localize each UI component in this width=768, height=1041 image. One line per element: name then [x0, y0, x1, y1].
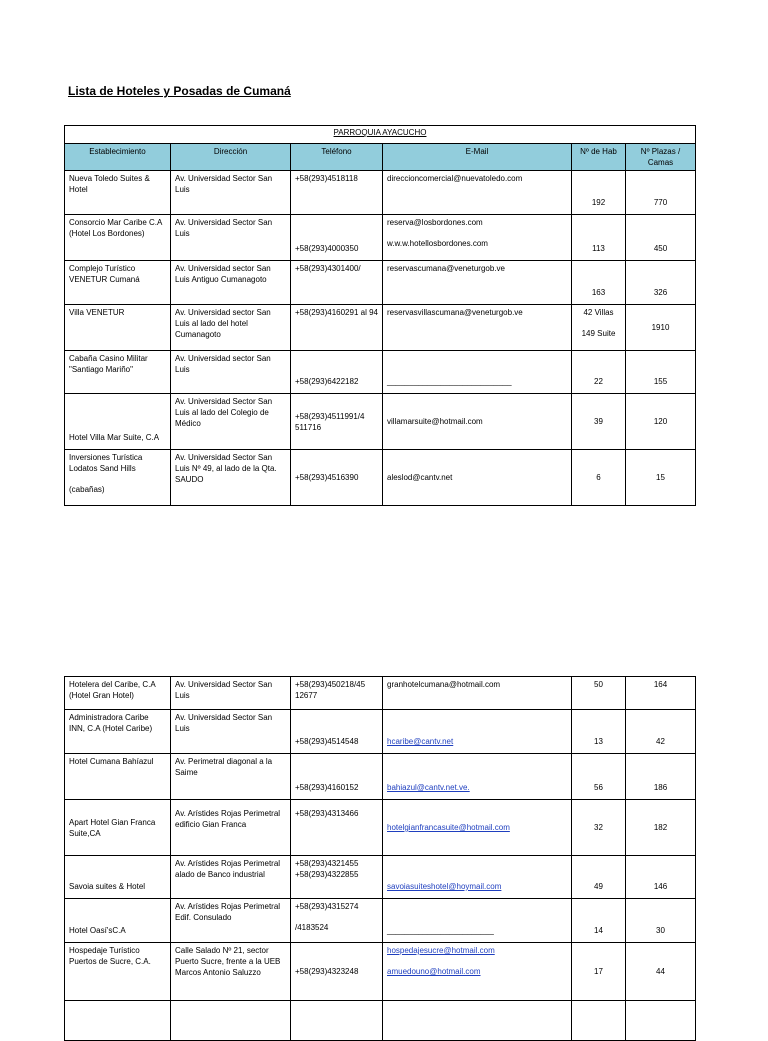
cell-direccion: Av. Universidad Sector San Luis [171, 710, 291, 754]
phone-text: /4183524 [295, 923, 329, 932]
cell-direccion: Av. Universidad Sector San Luis [171, 677, 291, 710]
cell-plazas: 164 [626, 677, 696, 710]
cell-direccion: Calle Salado Nº 21, sector Puerto Sucre, frente a la UEB Marcos Antonio Saluzzo [171, 943, 291, 1001]
phone-text: +58(293)4321455 [295, 859, 359, 868]
cell-plazas: 42 [626, 710, 696, 754]
cell-email: granhotelcumana@hotmail.com [383, 677, 572, 710]
website-text: w.w.w.hotellosbordones.com [387, 239, 488, 248]
cell-telefono: +58(293)4301400/ [291, 261, 383, 305]
cell-direccion: Av. Universidad Sector San Luis [171, 215, 291, 261]
parish-row [65, 126, 696, 144]
cell-plazas: 15 [626, 450, 696, 506]
phone-text: +58(293)4322855 [295, 870, 359, 879]
cell-direccion: Av. Universidad sector San Luis al lado del hotel Cumanagoto [171, 305, 291, 351]
cell-email: ________________________ [383, 899, 572, 943]
cell-habitaciones: 32 [572, 800, 626, 856]
cell-establecimiento: Nueva Toledo Suites & Hotel [65, 171, 171, 215]
email-link[interactable]: hcaribe@cantv.net [387, 737, 454, 746]
header-habitaciones: Nº de Hab [572, 144, 626, 171]
email-link[interactable]: hospedajesucre@hotmail.com [387, 946, 495, 955]
cell-establecimiento: Administradora Caribe INN, C.A (Hotel Caribe) [65, 710, 171, 754]
cell-habitaciones [572, 305, 626, 351]
table-row [65, 800, 696, 856]
cell-habitaciones: 13 [572, 710, 626, 754]
establishment-type: (cabañas) [69, 485, 105, 494]
cell-establecimiento: Consorcio Mar Caribe C.A (Hotel Los Bordones) [65, 215, 171, 261]
cell-plazas: 120 [626, 394, 696, 450]
villas-count: 42 Villas [583, 308, 614, 317]
cell-habitaciones: 192 [572, 171, 626, 215]
cell-establecimiento: Apart Hotel Gian Franca Suite,CA [65, 800, 171, 856]
cell-email [383, 856, 572, 899]
table-row [65, 754, 696, 800]
email-link[interactable]: amuedouno@hotmail.com [387, 967, 481, 976]
cell-plazas: 326 [626, 261, 696, 305]
table-row [65, 856, 696, 899]
cell-direccion: Av. Arístides Rojas Perimetral alado de Banco industrial [171, 856, 291, 899]
cell-plazas: 1910 [626, 305, 696, 351]
table-row [65, 710, 696, 754]
cell-email: villamarsuite@hotmail.com [383, 394, 572, 450]
cell-establecimiento: Hotel Cumana Bahíazul [65, 754, 171, 800]
email-link[interactable]: bahiazul@cantv.net.ve. [387, 783, 470, 792]
header-establecimiento: Establecimiento [65, 144, 171, 171]
table-row [65, 677, 696, 710]
cell-habitaciones: 39 [572, 394, 626, 450]
hotels-table-continued [64, 676, 696, 1041]
cell-direccion: Av. Arístides Rojas Perimetral edificio Gian Franca [171, 800, 291, 856]
cell-telefono: +58(293)6422182 [291, 351, 383, 394]
cell-establecimiento: Complejo Turístico VENETUR Cumaná [65, 261, 171, 305]
cell-plazas: 182 [626, 800, 696, 856]
cell-habitaciones: 50 [572, 677, 626, 710]
cell-habitaciones: 17 [572, 943, 626, 1001]
cell-plazas: 770 [626, 171, 696, 215]
table-row [65, 899, 696, 943]
cell-plazas: 44 [626, 943, 696, 1001]
cell-telefono: +58(293)450218/45 12677 [291, 677, 383, 710]
cell-telefono: +58(293)4514548 [291, 710, 383, 754]
table-row [65, 394, 696, 450]
cell-email: ____________________________ [383, 351, 572, 394]
cell-telefono: +58(293)4160152 [291, 754, 383, 800]
email-text: reserva@losbordones.com [387, 218, 483, 227]
email-link[interactable]: savoiasuiteshotel@hoymail.com [387, 882, 502, 891]
cell-habitaciones: 113 [572, 215, 626, 261]
cell-telefono [291, 856, 383, 899]
cell-establecimiento: Cabaña Casino Militar "Santiago Mariño" [65, 351, 171, 394]
cell-establecimiento: Villa VENETUR [65, 305, 171, 351]
cell-email: aleslod@cantv.net [383, 450, 572, 506]
table-row [65, 943, 696, 1001]
table-row [65, 215, 696, 261]
cell-direccion: Av. Universidad Sector San Luis [171, 171, 291, 215]
cell-direccion: Av. Universidad Sector San Luis al lado del Colegio de Médico [171, 394, 291, 450]
header-plazas: Nº Plazas / Camas [626, 144, 696, 171]
cell-telefono: +58(293)4000350 [291, 215, 383, 261]
cell-email [383, 215, 572, 261]
cell-habitaciones: 6 [572, 450, 626, 506]
cell-email [383, 754, 572, 800]
phone-text: +58(293)4315274 [295, 902, 359, 911]
table-row [65, 261, 696, 305]
parish-title: PARROQUIA AYACUCHO [65, 126, 696, 144]
hotels-table-ayacucho [64, 125, 696, 506]
cell-direccion: Av. Arístides Rojas Perimetral Edif. Consulado [171, 899, 291, 943]
cell-plazas: 30 [626, 899, 696, 943]
cell-telefono: +58(293)4516390 [291, 450, 383, 506]
table-row [65, 351, 696, 394]
header-direccion: Dirección [171, 144, 291, 171]
cell-establecimiento [65, 450, 171, 506]
cell-email [383, 710, 572, 754]
cell-habitaciones: 22 [572, 351, 626, 394]
table-row [65, 450, 696, 506]
cell-direccion: Av. Universidad Sector San Luis Nº 49, al lado de la Qta. SAUDO [171, 450, 291, 506]
cell-telefono: +58(293)4160291 al 94 [291, 305, 383, 351]
cell-habitaciones: 56 [572, 754, 626, 800]
table-header-row [65, 144, 696, 171]
cell-direccion: Av. Perimetral diagonal a la Saime [171, 754, 291, 800]
cell-telefono: +58(293)4511991/4 511716 [291, 394, 383, 450]
cell-plazas: 186 [626, 754, 696, 800]
cell-email [383, 943, 572, 1001]
cell-email: reservasvillascumana@veneturgob.ve [383, 305, 572, 351]
cell-establecimiento: Hotel Oasí'sC.A [65, 899, 171, 943]
cell-habitaciones: 163 [572, 261, 626, 305]
header-telefono: Teléfono [291, 144, 383, 171]
cell-telefono: +58(293)4518118 [291, 171, 383, 215]
cell-establecimiento: Hospedaje Turístico Puertos de Sucre, C.A. [65, 943, 171, 1001]
cell-direccion: Av. Universidad sector San Luis [171, 351, 291, 394]
cell-telefono [291, 899, 383, 943]
cell-habitaciones: 14 [572, 899, 626, 943]
cell-email [383, 800, 572, 856]
document-title: Lista de Hoteles y Posadas de Cumaná [68, 84, 291, 98]
table-row [65, 305, 696, 351]
establishment-name: Inversiones Turística Lodatos Sand Hills [69, 453, 143, 473]
table-row [65, 171, 696, 215]
header-email: E-Mail [383, 144, 572, 171]
cell-email: direccioncomercial@nuevatoledo.com [383, 171, 572, 215]
cell-habitaciones: 49 [572, 856, 626, 899]
cell-establecimiento: Hotelera del Caribe, C.A (Hotel Gran Hotel) [65, 677, 171, 710]
table-row-partial [65, 1001, 696, 1041]
cell-establecimiento: Hotel Villa Mar Suite, C.A [65, 394, 171, 450]
cell-plazas: 155 [626, 351, 696, 394]
email-link[interactable]: hotelgianfrancasuite@hotmail.com [387, 823, 510, 832]
suites-count: 149 Suite [581, 329, 616, 338]
cell-email: reservascumana@veneturgob.ve [383, 261, 572, 305]
cell-telefono: +58(293)4313466 [291, 800, 383, 856]
cell-establecimiento: Savoia suites & Hotel [65, 856, 171, 899]
cell-telefono: +58(293)4323248 [291, 943, 383, 1001]
cell-direccion: Av. Universidad sector San Luis Antiguo Cumanagoto [171, 261, 291, 305]
cell-plazas: 450 [626, 215, 696, 261]
cell-plazas: 146 [626, 856, 696, 899]
